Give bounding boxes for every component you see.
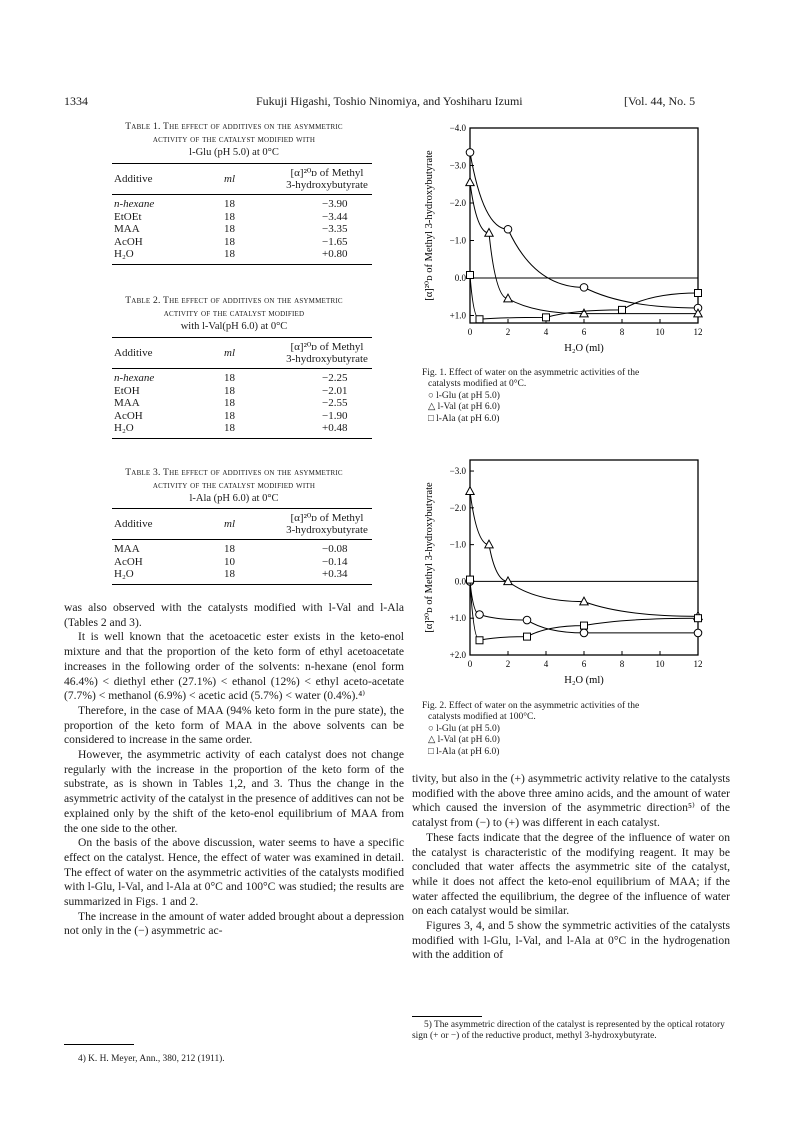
footnote-4: 4) K. H. Meyer, Ann., 380, 212 (1911). — [78, 1054, 225, 1064]
table-1 — [112, 163, 372, 265]
table-cell: 10 — [224, 555, 235, 568]
paragraph: However, the asymmetric activity of each catalyst does not change regularly with the increase in the proportion of the keto form of the substrate, as is shown in Tables 1,2, and 3. Thus the change in the asymmetric activity of the catalyst in the presence of additives can not be explained only by the shift of the keto-enol equilibrium of MAA from the one side to the other. — [64, 748, 404, 835]
data-point-square — [543, 314, 550, 321]
x-tick-label: 8 — [619, 659, 625, 669]
figure-2-caption — [422, 701, 737, 758]
footnote-rule — [412, 1016, 482, 1017]
legend-item-glu: ○ l-Glu (at pH 5.0) — [428, 390, 500, 401]
figure-caption-line: Fig. 2. Effect of water on the asymmetric activities of the — [422, 701, 640, 711]
legend-item-val: △ l-Val (at pH 6.0) — [428, 402, 500, 413]
paragraph: These facts indicate that the degree of the influence of water on the catalyst is characteristic of the modifying reagent. It may be concluded that water affects the asymmetric site of the catalyst, while it does not affect the keto-enol equilibrium of MAA; if the water affected the equilibrium, the degree of the influence of water on each catalyst would be similar. — [412, 830, 730, 918]
table-cell: MAA — [114, 397, 140, 409]
table-1-caption — [64, 120, 404, 159]
x-axis-label: H₂O (ml) — [564, 675, 604, 686]
data-point-square — [476, 637, 483, 644]
y-tick-label: −1.0 — [449, 539, 466, 550]
x-tick-label: 12 — [693, 659, 703, 669]
table-caption-line: with l-Val(pH 6.0) at 0°C — [180, 321, 288, 332]
table-caption-line: l-Ala (pH 6.0) at 0°C — [189, 493, 279, 504]
table-cell: 18 — [224, 409, 235, 422]
table-row — [112, 385, 372, 398]
paragraph: Figures 3, 4, and 5 show the symmetric activities of the catalysts modified with l-Glu, l-Val, and l-Ala at 0°C in the hydrogenation with the addition of — [412, 919, 730, 962]
data-point-circle — [476, 611, 484, 619]
column-header — [112, 164, 222, 195]
y-tick-label: −4.0 — [449, 123, 466, 133]
page-number: 1334 — [64, 94, 88, 108]
data-point-circle — [580, 629, 588, 637]
x-tick-label: 2 — [505, 659, 511, 669]
table-cell: +0.48 — [322, 422, 348, 434]
y-tick-label: −3.0 — [449, 466, 466, 477]
header-label: 3-hydroxybutyrate — [286, 524, 368, 536]
table-cell: 18 — [224, 422, 235, 434]
right-body-text — [412, 772, 730, 963]
x-tick-label: 10 — [655, 659, 665, 669]
header-label: Additive — [114, 173, 153, 185]
column-header — [222, 338, 282, 369]
header-label: 3-hydroxybutyrate — [286, 353, 368, 365]
table-caption-line: activity of the catalyst modified with — [152, 134, 316, 145]
table-caption-line: Table 2. The effect of additives on the asymmetric — [125, 295, 343, 306]
column-header — [112, 509, 222, 540]
paragraph: The increase in the amount of water added brought about a depression not only in the (−) asymmetric ac- — [64, 909, 404, 938]
paragraph: was also observed with the catalysts modified with l-Val and l-Ala (Tables 2 and 3). — [64, 601, 404, 629]
x-tick-label: 0 — [467, 659, 473, 669]
table-2 — [112, 337, 372, 439]
data-point-square — [695, 290, 702, 297]
paragraph: Therefore, in the case of MAA (94% keto form in the pure state), the proportion of the keto form of MAA in the above solvents can be considered to increase in the same order. — [64, 703, 404, 747]
table-cell: −0.14 — [322, 555, 348, 568]
table-cell: −0.08 — [322, 543, 348, 555]
table-cell: n-hexane — [114, 198, 155, 210]
y-tick-label: +1.0 — [449, 613, 466, 624]
legend-item-ala: □ l-Ala (at pH 6.0) — [428, 413, 500, 424]
table-caption-line: Table 1. The effect of additives on the asymmetric — [125, 121, 343, 132]
figure-1-chart — [414, 118, 714, 368]
table-cell: MAA — [114, 223, 140, 235]
table-cell: n-hexane — [114, 372, 155, 384]
table-header-row — [112, 338, 372, 369]
legend-item-ala: □ l-Ala (at pH 6.0) — [428, 746, 500, 757]
column-header — [222, 509, 282, 540]
table-cell: +0.80 — [322, 248, 348, 260]
data-point-square — [619, 306, 626, 313]
table-caption-line: activity of the catalyst modified — [163, 308, 305, 319]
y-tick-label: −2.0 — [449, 198, 466, 208]
y-tick-label: +2.0 — [449, 650, 466, 660]
x-tick-label: 2 — [505, 327, 511, 337]
footnote-5: 5) The asymmetric direction of the catalyst is represented by the optical rotatory sign (+ or −) of the reductive product, methyl 3-hydroxybutyrate. — [412, 1020, 725, 1042]
column-header — [222, 164, 282, 195]
figure-caption-line: catalysts modified at 100°C. — [428, 712, 536, 723]
data-point-triangle — [580, 597, 588, 605]
x-tick-label: 6 — [581, 327, 587, 337]
data-point-square — [476, 316, 483, 323]
x-axis-label: H₂O (ml) — [564, 343, 604, 354]
header-label: [α]²⁰ᴅ of Methyl — [290, 341, 364, 353]
table-row — [112, 410, 372, 423]
column-header — [282, 509, 372, 540]
table-cell: 18 — [224, 248, 235, 260]
table-cell: AcOH — [114, 409, 143, 422]
table-row — [112, 556, 372, 569]
table-cell: −3.44 — [322, 210, 348, 223]
table-row — [112, 568, 372, 584]
paragraph: It is well known that the acetoacetic ester exists in the keto-enol mixture and that the proportion of the keto form of ethyl acetoacetate increases in the following order of the solvents: n-hexane (enol form 46.4%) < diethyl ether (27.1%) < ethanol (12%) < ethyl aceto-acetate (7.7%) < methanol (6.9%) < acetic acid (5.7%) < water (0.4%).⁴⁾ — [64, 630, 404, 703]
header-label: ml — [224, 518, 235, 530]
table-cell: −2.55 — [322, 397, 348, 409]
table-cell: 18 — [224, 568, 235, 580]
plot-frame — [470, 128, 698, 323]
table-cell: 18 — [224, 235, 235, 248]
paragraph: tivity, but also in the (+) asymmetric activity relative to the catalysts modified with the above three amino acids, and the amount of water which caused the inversion of the asymmetric direction⁵⁾ of the catalyst from (−) to (+) was different in each catalyst. — [412, 772, 730, 830]
table-row — [112, 236, 372, 249]
y-tick-label: −1.0 — [449, 235, 466, 246]
left-body-text — [64, 601, 404, 939]
running-authors: Fukuji Higashi, Toshio Ninomiya, and Yoshiharu Izumi — [256, 94, 523, 108]
table-cell: 18 — [224, 384, 235, 397]
header-label: ml — [224, 173, 235, 185]
table-cell: 18 — [224, 543, 235, 555]
table-cell: 18 — [224, 372, 235, 384]
table-cell: −3.90 — [322, 198, 348, 210]
table-row — [112, 540, 372, 556]
table-row — [112, 397, 372, 410]
series-curve-triangle — [470, 182, 698, 313]
table-row — [112, 248, 372, 264]
table-row — [112, 211, 372, 224]
figure-2-chart — [414, 450, 714, 700]
header-label: Additive — [114, 347, 153, 359]
table-2-caption — [64, 294, 404, 333]
table-cell: H₂O — [114, 422, 134, 434]
table-cell: −2.01 — [322, 384, 348, 397]
data-point-square — [467, 272, 474, 279]
column-header — [282, 338, 372, 369]
table-caption-line: Table 3. The effect of additives on the asymmetric — [125, 467, 343, 478]
table-3 — [112, 508, 372, 585]
x-tick-label: 0 — [467, 327, 473, 337]
data-point-circle — [580, 284, 588, 292]
table-cell: 18 — [224, 397, 235, 409]
data-point-triangle — [466, 178, 474, 186]
volume-info: [Vol. 44, No. 5 — [624, 94, 696, 108]
table-cell: H₂O — [114, 568, 134, 580]
table-cell: H₂O — [114, 248, 134, 260]
x-tick-label: 4 — [543, 659, 549, 669]
table-cell: −1.65 — [322, 235, 348, 248]
table-cell: 18 — [224, 210, 235, 223]
y-axis-label: [α]²⁰ᴅ of Methyl 3-hydroxybutyrate — [424, 150, 435, 301]
header-label: 3-hydroxybutyrate — [286, 179, 368, 191]
data-point-square — [581, 622, 588, 629]
y-tick-label: 0.0 — [454, 576, 466, 587]
data-point-square — [695, 615, 702, 622]
table-cell: MAA — [114, 543, 140, 555]
table-cell: +0.34 — [322, 568, 348, 580]
table-row — [112, 422, 372, 438]
table-cell: 18 — [224, 198, 235, 210]
column-header — [282, 164, 372, 195]
header-label: Additive — [114, 518, 153, 530]
data-point-triangle — [466, 487, 474, 495]
table-3-caption — [64, 466, 404, 505]
x-tick-label: 12 — [693, 327, 703, 337]
y-axis-label: [α]²⁰ᴅ of Methyl 3-hydroxybutyrate — [424, 482, 435, 633]
y-tick-label: 0.0 — [454, 273, 466, 283]
header-label: [α]²⁰ᴅ of Methyl — [290, 167, 364, 179]
table-cell: EtOEt — [114, 210, 142, 223]
header-label: [α]²⁰ᴅ of Methyl — [290, 512, 364, 524]
table-cell: EtOH — [114, 384, 140, 397]
y-tick-label: −3.0 — [449, 160, 466, 171]
paragraph: On the basis of the above discussion, water seems to have a specific effect on the catalyst. Hence, the effect of water was examined in detail. The effect of water on the asymmetric activities of the catalysts modified with l-Glu, l-Val, and l-Ala at 0°C and 100°C was studied; the results are summarized in Figs. 1 and 2. — [64, 836, 404, 909]
figure-caption-line: Fig. 1. Effect of water on the asymmetric activities of the — [422, 368, 640, 378]
x-tick-label: 6 — [581, 659, 587, 669]
data-point-circle — [694, 629, 702, 637]
figure-2-frame — [424, 460, 703, 686]
figure-1-frame — [424, 123, 703, 354]
legend-item-glu: ○ l-Glu (at pH 5.0) — [428, 723, 500, 734]
x-tick-label: 10 — [655, 327, 665, 337]
footnote-rule — [64, 1044, 134, 1045]
table-cell: AcOH — [114, 555, 143, 568]
table-row — [112, 223, 372, 236]
legend-item-val: △ l-Val (at pH 6.0) — [428, 735, 500, 746]
data-point-triangle — [580, 309, 588, 317]
x-tick-label: 8 — [619, 327, 625, 337]
data-point-circle — [504, 225, 512, 233]
table-row — [112, 195, 372, 211]
y-tick-label: −2.0 — [449, 502, 466, 513]
table-cell: −1.90 — [322, 409, 348, 422]
data-point-circle — [523, 616, 531, 624]
table-row — [112, 369, 372, 385]
data-point-square — [467, 576, 474, 583]
y-tick-label: +1.0 — [449, 310, 466, 321]
header-label: ml — [224, 347, 235, 359]
table-header-row — [112, 164, 372, 195]
column-header — [112, 338, 222, 369]
table-cell: AcOH — [114, 235, 143, 248]
data-point-circle — [466, 149, 474, 157]
table-caption-line: l-Glu (pH 5.0) at 0°C — [189, 147, 279, 158]
data-point-square — [524, 633, 531, 640]
figure-1-caption — [422, 368, 737, 425]
table-cell: −3.35 — [322, 223, 348, 235]
table-header-row — [112, 509, 372, 540]
table-cell: −2.25 — [322, 372, 348, 384]
table-caption-line: activity of the catalyst modified with — [152, 480, 316, 491]
figure-caption-line: catalysts modified at 0°C. — [428, 379, 527, 390]
x-tick-label: 4 — [543, 327, 549, 337]
table-cell: 18 — [224, 223, 235, 235]
